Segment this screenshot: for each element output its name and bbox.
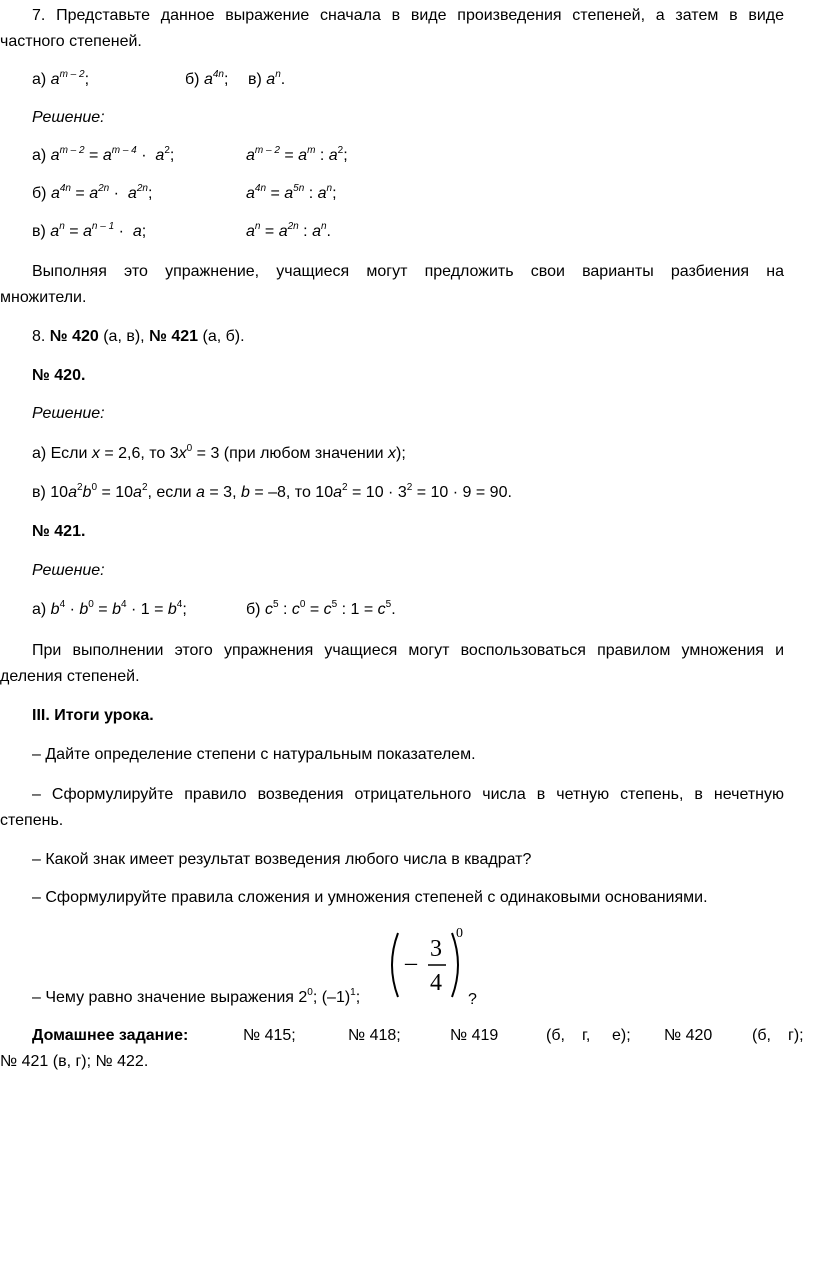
solution-420-c: в) $10a^2b^0 = 10a^2$, если a = 3, b = –8, то $10a^2 = 10 \cdot 3^2 = 10 \cdot 9 = 90$.	[32, 482, 512, 501]
solution-label-2: Решение:	[32, 405, 105, 422]
fraction-denominator: 4	[430, 970, 442, 996]
task8-note-line1: При выполнении этого упражнения учащиеся могут воспользоваться правилом умножения и	[32, 642, 784, 659]
summary-q5: – Чему равно значение выражения $2^0$; $(-1)^1$;	[32, 987, 361, 1006]
row-b-right: $a^{4n} = a^{5n}$ : $a^n$;	[246, 183, 337, 202]
summary-q1: – Дайте определение степени с натуральным показателем.	[32, 746, 476, 763]
q5-question-mark: ?	[468, 991, 477, 1008]
summary-q2-line1: – Сформулируйте правило возведения отрицательного числа в четную степень, в нечетную	[32, 786, 784, 803]
hw-part-1: (б,	[546, 1027, 565, 1044]
item-b: б) $a^{4n}$;	[185, 69, 229, 88]
row-c-right: $a^n = a^{2n}$ : $a^n$.	[246, 221, 331, 240]
summary-q4: – Сформулируйте правила сложения и умножения степеней с одинаковыми основаниями.	[32, 889, 708, 906]
hw-part-4: (б,	[752, 1027, 771, 1044]
row-a-right: $a^{m - 2} = a^m$ : $a^2$;	[246, 145, 348, 164]
hw-part-3: е);	[612, 1027, 631, 1044]
hw-part-5: г);	[788, 1027, 804, 1044]
task7-text-1: 7. Представьте данное выражение сначала в виде произведения степеней, а затем в виде	[32, 7, 784, 24]
solution-label-1: Решение:	[32, 109, 105, 126]
item-c: в) $a^n$.	[248, 69, 286, 88]
hw-item-419: № 419	[450, 1027, 499, 1044]
solution-421-a: а) $b^4 \cdot b^0 = b^4 \cdot 1 = b^4$;	[32, 599, 187, 618]
solution-421-b: б) $c^5$ : $c^0 = c^5$ : $1 = c^5$.	[246, 599, 396, 618]
solution-label-3: Решение:	[32, 562, 105, 579]
task8-title: 8. № 420 (а, в), № 421 (а, б).	[32, 328, 245, 345]
fraction-numerator: 3	[430, 936, 442, 962]
heading-421: № 421.	[32, 523, 86, 540]
hw-item-418: № 418;	[348, 1027, 401, 1044]
homework-label: Домашнее задание:	[32, 1027, 189, 1044]
task7-line2	[0, 32, 816, 52]
row-a-left: а) $a^{m - 2} = a^{m - 4} \cdot a^2$;	[32, 145, 175, 164]
hw-item-415: № 415;	[243, 1027, 296, 1044]
minus-sign: –	[405, 950, 417, 976]
task7-line1	[0, 6, 784, 26]
row-c-left: в) $a^n = a^{n - 1} \cdot a$;	[32, 221, 147, 240]
task7-note-line2: множители.	[0, 289, 87, 306]
hw-item-420: № 420	[664, 1027, 713, 1044]
item-a: а) $a^{m - 2}$;	[32, 69, 90, 88]
task7-text-2: частного степеней.	[0, 33, 142, 50]
homework-line2: № 421 (в, г); № 422.	[0, 1053, 149, 1070]
summary-q3: – Какой знак имеет результат возведения любого числа в квадрат?	[32, 851, 532, 868]
solution-420-a: а) Если x = 2,6, то $3x^0 = 3$ (при любом значении x);	[32, 443, 406, 462]
hw-part-2: г,	[582, 1027, 591, 1044]
fraction-exponent: 0	[456, 926, 463, 941]
summary-heading: III. Итоги урока.	[32, 707, 154, 724]
heading-420: № 420.	[32, 367, 86, 384]
task8-note-line2: деления степеней.	[0, 668, 140, 685]
row-b-left: б) $a^{4n} = a^{2n} \cdot a^{2n}$;	[32, 183, 153, 202]
task7-note-line1: Выполняя это упражнение, учащиеся могут предложить свои варианты разбиения на	[32, 263, 784, 280]
summary-q2-line2: степень.	[0, 812, 64, 829]
